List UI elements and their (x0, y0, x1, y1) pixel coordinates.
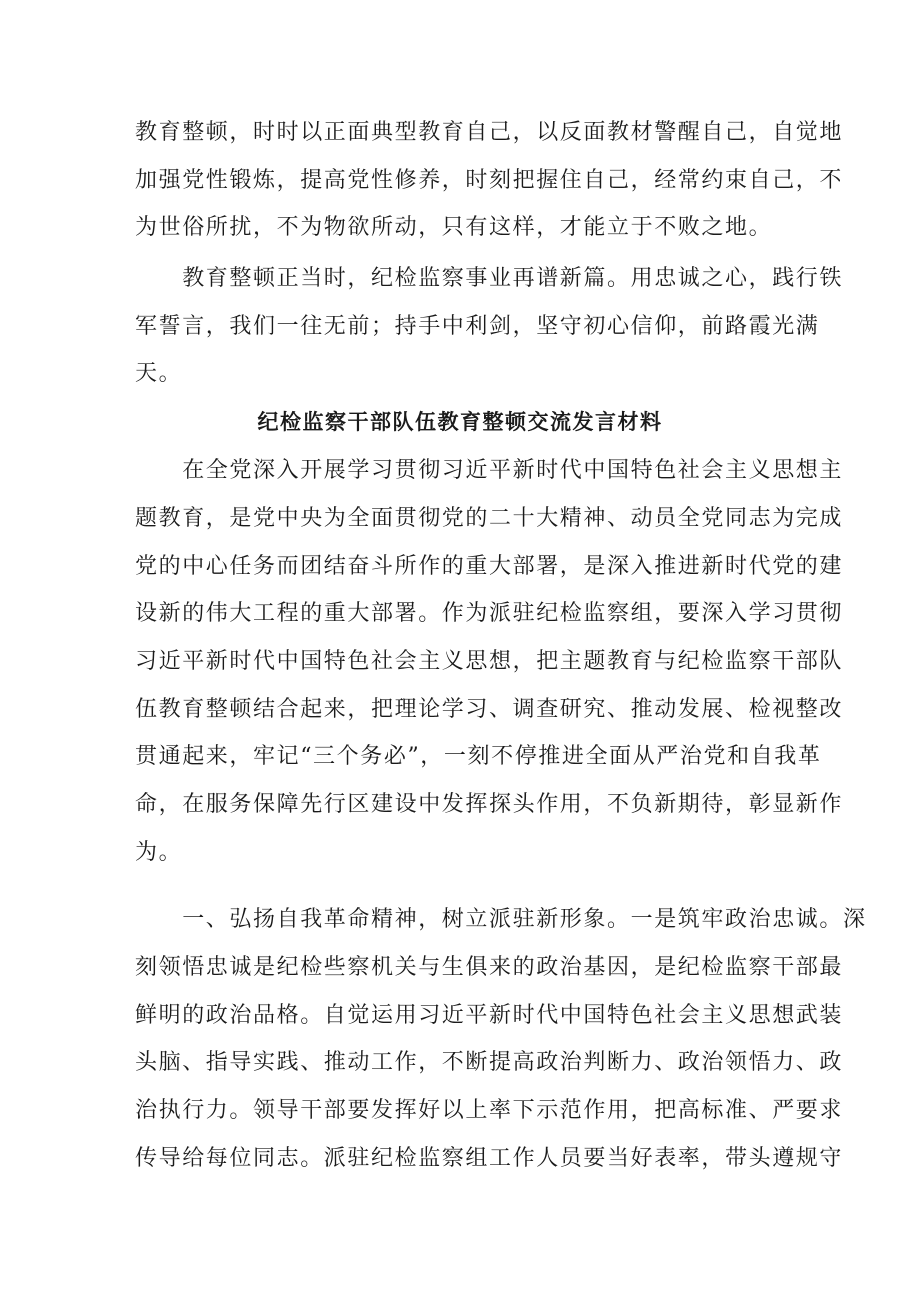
body-line-17: 刻领悟忠诚是纪检些察机关与生俱来的政治基因，是纪检监察干部最 (135, 955, 844, 980)
body-line-7: 在全党深入开展学习贯彻习近平新时代中国特色社会主义思想主 (135, 458, 844, 483)
body-line-15: 为。 (135, 840, 183, 865)
body-line-20: 治执行力。领导干部要发挥好以上率下示范作用，把高标准、严要求 (135, 1098, 844, 1123)
body-line-3: 为世俗所扰，不为物欲所动，只有这样，才能立于不败之地。 (135, 215, 773, 240)
body-line-5: 军誓言，我们一往无前；持手中利剑，坚守初心信仰，前路霞光满 (135, 314, 820, 339)
body-line-6: 天。 (135, 361, 183, 386)
body-line-9: 党的中心任务而团结奋斗所作的重大部署，是深入推进新时代党的建 (135, 554, 844, 579)
body-line-4: 教育整顿正当时，纪检监察事业再谱新篇。用忠诚之心，践行铁 (135, 266, 844, 291)
body-line-8: 题教育，是党中央为全面贯彻党的二十大精神、动员全党同志为完成 (135, 506, 844, 531)
body-line-1: 教育整顿，时时以正面典型教育自己，以反面教材警醒自己，自觉地 (135, 120, 844, 145)
body-line-18: 鲜明的政治品格。自觉运用习近平新时代中国特色社会主义思想武装 (135, 1003, 844, 1028)
body-line-19: 头脑、指导实践、推动工作，不断提高政治判断力、政治领悟力、政 (135, 1050, 844, 1075)
body-line-11: 习近平新时代中国特色社会主义思想，把主题教育与纪检监察干部队 (135, 649, 844, 674)
body-line-21: 传导给每位同志。派驻纪检监察组工作人员要当好表率，带头遵规守 (135, 1146, 844, 1171)
body-line-13: 贯通起来，牢记“三个务必”，一刻不停推进全面从严治党和自我革 (135, 744, 822, 769)
body-line-12: 伍教育整顿结合起来，把理论学习、调查研究、推动发展、检视整改 (135, 697, 844, 722)
body-line-14: 命，在服务保障先行区建设中发挥探头作用，不负新期待，彰显新作 (135, 792, 844, 817)
body-line-16: 一、弘扬自我革命精神，树立派驻新形象。一是筑牢政治忠诚。深 (135, 907, 867, 932)
body-line-10: 设新的伟大工程的重大部署。作为派驻纪检监察组，要深入学习贯彻 (135, 601, 844, 626)
section-title: 纪检监察干部队伍教育整顿交流发言材料 (257, 409, 663, 434)
body-line-2: 加强党性锻炼，提高党性修养，时刻把握住自己，经常约束自己，不 (135, 168, 844, 193)
